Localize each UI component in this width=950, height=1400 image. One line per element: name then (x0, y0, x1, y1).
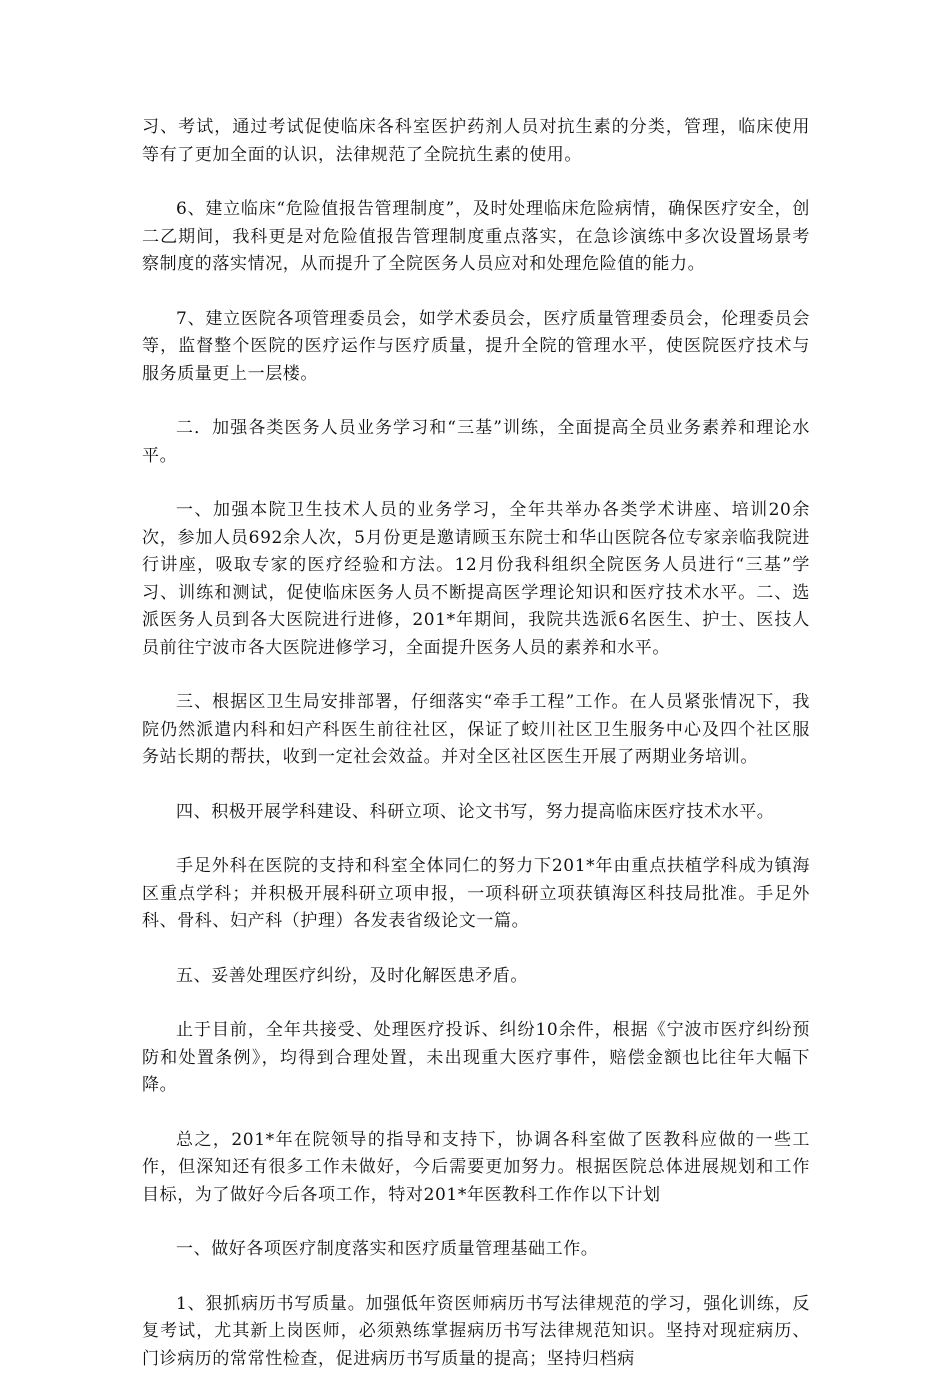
paragraph-12: 一、做好各项医疗制度落实和医疗质量管理基础工作。 (176, 1239, 599, 1259)
paragraph-6: 三、根据区卫生局安排部署，仔细落实“牵手工程”工作。在人员紧张情况下，我院仍然派遣内科和妇产科医生前往社区，保证了蛟川社区卫生服务中心及四个社区服务站长期的帮扶，收到一定社会效益。并对全区社区医生开展了两期业务培训。 (142, 692, 810, 767)
paragraph-5: 一、加强本院卫生技术人员的业务学习，全年共举办各类学术讲座、培训20余次，参加人员692余人次，5月份更是邀请顾玉东院士和华山医院各位专家亲临我院进行讲座，吸取专家的医疗经验和方法。12月份我科组织全院医务人员进行“三基”学习、训练和测试，促使临床医务人员不断提高医学理论知识和医疗技术水平。二、选派医务人员到各大医院进行进修，201*年期间，我院共选派6名医生、护士、医技人员前往宁波市各大医院进修学习，全面提升医务人员的素养和水平。 (142, 500, 810, 658)
paragraph-7: 四、积极开展学科建设、科研立项、论文书写，努力提高临床医疗技术水平。 (176, 801, 775, 822)
document-body (142, 114, 810, 1400)
paragraph-2: 6、建立临床“危险值报告管理制度”，及时处理临床危险病情，确保医疗安全，创二乙期间，我科更是对危险值报告管理制度重点落实，在急诊演练中多次设置场景考察制度的落实情况，从而提升了全院医务人员应对和处理危险值的能力。 (142, 199, 810, 274)
paragraph-8: 手足外科在医院的支持和科室全体同仁的努力下201*年由重点扶植学科成为镇海区重点学科；并积极开展科研立项申报，一项科研立项获镇海区科技局批准。手足外科、骨科、妇产科（护理）各发表省级论文一篇。 (142, 856, 810, 931)
paragraph-13: 1、狠抓病历书写质量。加强低年资医师病历书写法律规范的学习，强化训练，反复考试，尤其新上岗医师，必须熟练掌握病历书写法律规范知识。坚持对现症病历、门诊病历的常常性检查，促进病历书写质量的提高；坚持归档病 (142, 1293, 810, 1369)
paragraph-3: 7、建立医院各项管理委员会，如学术委员会，医疗质量管理委员会，伦理委员会等，监督整个医院的医疗运作与医疗质量，提升全院的管理水平，使医院医疗技术与服务质量更上一层楼。 (142, 308, 810, 384)
paragraph-10: 止于目前，全年共接受、处理医疗投诉、纠纷10余件，根据《宁波市医疗纠纷预防和处置条例》，均得到合理处置，未出现重大医疗事件，赔偿金额也比往年大幅下降。 (142, 1020, 810, 1095)
paragraph-1: 习、考试，通过考试促使临床各科室医护药剂人员对抗生素的分类，管理，临床使用等有了更加全面的认识，法律规范了全院抗生素的使用。 (142, 117, 810, 165)
paragraph-11: 总之，201*年在院领导的指导和支持下，协调各科室做了医教科应做的一些工作，但深知还有很多工作未做好，今后需要更加努力。根据医院总体进展规划和工作目标，为了做好今后各项工作，特对201*年医教科工作作以下计划 (142, 1129, 810, 1205)
paragraph-9: 五、妥善处理医疗纠纷，及时化解医患矛盾。 (176, 965, 528, 986)
section-heading-2: 二．加强各类医务人员业务学习和“三基”训练，全面提高全员业务素养和理论水平。 (142, 418, 810, 466)
